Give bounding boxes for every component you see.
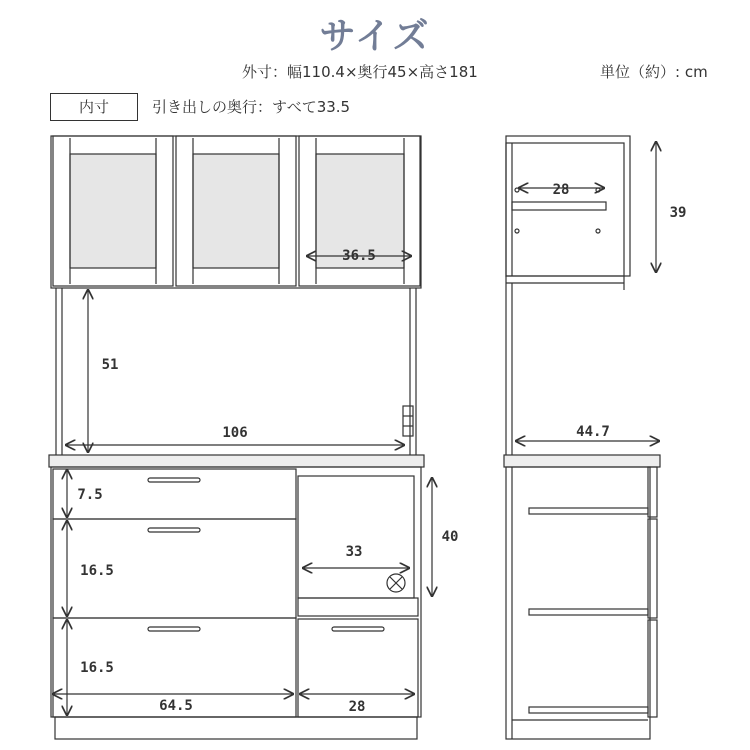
drawer-depth-note: 引き出しの奥行：すべて33.5 — [152, 98, 351, 116]
dim-side-cabinet-height: 40 — [441, 529, 459, 545]
dim-counter-depth: 44.7 — [576, 424, 610, 440]
handle-3 — [148, 627, 200, 631]
dim-inner-width: 106 — [222, 425, 248, 441]
page-title: サイズ — [319, 16, 431, 57]
handle-4 — [332, 627, 384, 631]
lower-cabinet — [51, 467, 421, 717]
dim-middle-drawer-height: 16.5 — [80, 563, 114, 579]
side-rail-2 — [529, 609, 648, 615]
dim-open-shelf-height: 51 — [101, 357, 119, 373]
inner-label: 内寸 — [50, 93, 138, 121]
glass-panel-1 — [70, 154, 156, 268]
side-upper — [506, 136, 630, 276]
dim-drawer-width: 64.5 — [159, 698, 193, 714]
dim-small-drawer-width: 28 — [348, 699, 366, 715]
plinth — [55, 717, 417, 739]
slide-shelf — [298, 598, 418, 616]
dim-side-cabinet-width: 33 — [345, 544, 363, 560]
handle-1 — [148, 478, 200, 482]
dim-bottom-drawer-height: 16.5 — [80, 660, 114, 676]
dim-glass-door-width: 36.5 — [342, 248, 376, 264]
side-shelf — [512, 202, 606, 210]
side-rail-1 — [529, 508, 648, 514]
dim-top-drawer-height: 7.5 — [77, 487, 103, 503]
dim-upper-height: 39 — [669, 205, 687, 221]
glass-panel-2 — [193, 154, 279, 268]
counter-top — [49, 455, 424, 467]
side-rail-3 — [529, 707, 648, 713]
outer-dimensions: 外寸：幅110.4×奥行45×高さ181 — [242, 63, 478, 81]
side-compartment — [298, 476, 414, 598]
side-counter — [504, 455, 660, 467]
unit-note: 単位（約）: cm — [600, 63, 708, 81]
outlet — [403, 406, 413, 436]
handle-2 — [148, 528, 200, 532]
dim-upper-shelf-depth: 28 — [552, 182, 570, 198]
